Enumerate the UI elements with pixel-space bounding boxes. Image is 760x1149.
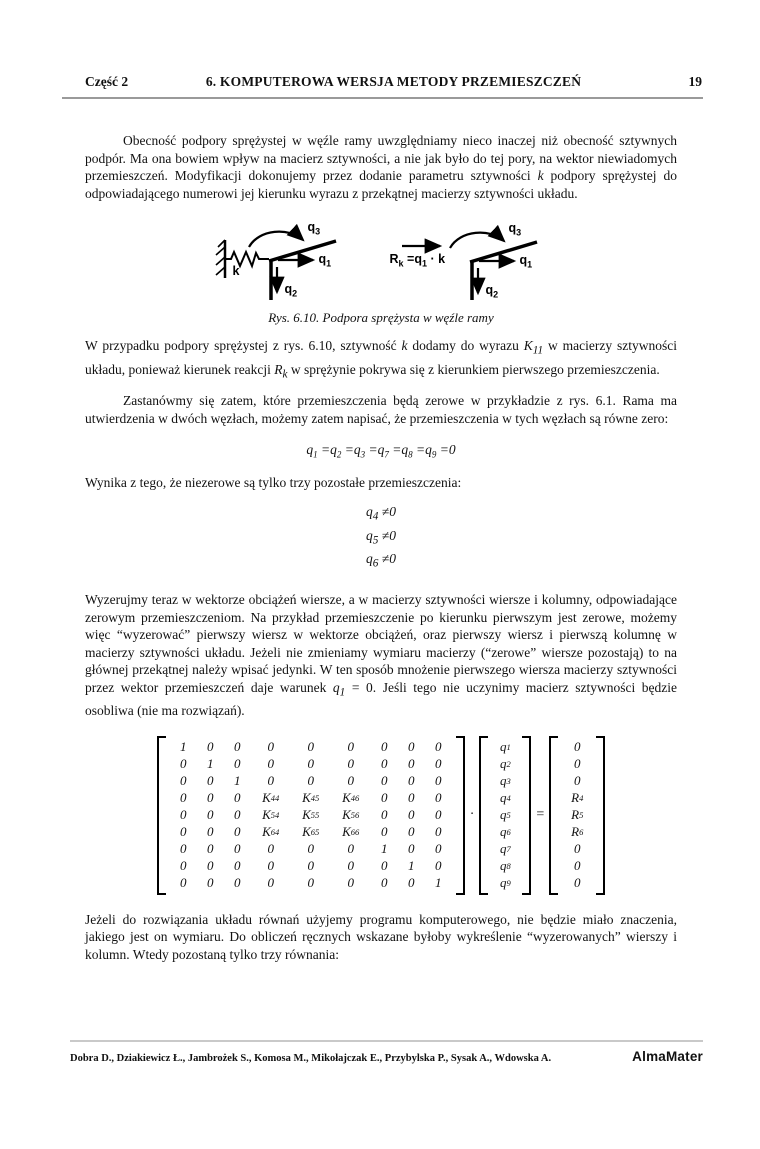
footer-authors: Dobra D., Dziakiewicz Ł., Jambrożek S., Komosa M., Mikołajczak E., Przybylska P., Sysak A., Wdowska A. [70, 1053, 552, 1064]
vector-cell: 0 [574, 756, 581, 772]
matrix-cell: K 56 [342, 807, 360, 823]
matrix-cell: 0 [233, 739, 241, 755]
matrix-cell: 0 [347, 756, 354, 772]
matrix-cell: 0 [347, 841, 354, 857]
matrix-cell: 0 [347, 875, 354, 891]
paragraph-zero-displacements: Zastanówmy się zatem, które przemieszczenia będą zerowe w przykładzie z rys. 6.1. Rama ma utwierdzenia w dwóch węzłach, możemy zatem napisać, że przemieszczenia w tych węzłach są równe zero: [85, 392, 677, 426]
matrix-cell: 1 [233, 773, 241, 789]
vector-cell: q 2 [500, 756, 511, 772]
equations-nonzero-displacements [85, 503, 677, 573]
matrix-cell: 0 [434, 858, 442, 874]
matrix-cell: 0 [179, 858, 187, 874]
figure-6-10 [85, 220, 677, 304]
vector-cell: 0 [574, 875, 581, 891]
matrix-cell: 0 [206, 773, 214, 789]
vector-cell: 0 [574, 858, 581, 874]
matrix-cell: 0 [267, 773, 274, 789]
matrix-cell: 0 [347, 858, 354, 874]
matrix-cell: 0 [380, 875, 388, 891]
page [0, 74, 760, 1064]
matrix-cell: 0 [380, 824, 388, 840]
matrix-cell: 1 [380, 841, 388, 857]
stiffness-matrix-grid [168, 736, 454, 895]
wall-hatching [216, 240, 225, 275]
matrix-left-bracket [157, 736, 166, 895]
matrix-cell: 0 [407, 807, 415, 823]
paragraph-computer-solution: Jeżeli do rozwiązania układu równań użyjemy programu komputerowego, nie będzie miało znaczenia, jakiego jest on wymiaru. Do obliczeń ręcznych wskazane byłoby wykreślenie “wyzerowanych” wierszy i kolumn. Wtedy pozostaną tylko trzy równania: [85, 911, 677, 962]
matrix-cell: 1 [179, 739, 187, 755]
matrix-cell: K 66 [342, 824, 360, 840]
vector-cell: q 9 [500, 875, 511, 891]
matrix-cell: 0 [307, 756, 314, 772]
r-vector-right-bracket [596, 736, 605, 895]
vector-cell: 0 [574, 739, 581, 755]
matrix-cell: 0 [434, 841, 442, 857]
header-page-number: 19 [688, 74, 702, 89]
matrix-cell: 0 [233, 756, 241, 772]
header-part-label: Część 2 [85, 74, 129, 89]
matrix-cell: 1 [206, 756, 214, 772]
matrix-cell: 0 [434, 824, 442, 840]
nonzero-equation: $q_4 \ne 0$ [366, 504, 396, 524]
header-rule [62, 97, 703, 99]
matrix-cell: 0 [434, 807, 442, 823]
matrix-cell: 0 [307, 841, 314, 857]
vector-cell: R 6 [571, 824, 584, 840]
matrix-cell: 0 [233, 824, 241, 840]
vector-cell: R 4 [571, 790, 584, 806]
matrix-cell: 0 [434, 773, 442, 789]
vector-cell: q 8 [500, 858, 511, 874]
footer-rule [70, 1040, 703, 1042]
paragraph-nonzero-intro: Wynika z tego, że niezerowe są tylko trzy pozostałe przemieszczenia: [85, 474, 462, 490]
page-content [85, 132, 677, 964]
matrix-cell: 0 [380, 773, 388, 789]
matrix-cell: 0 [267, 756, 274, 772]
matrix-cell: 0 [179, 841, 187, 857]
vector-cell: q 5 [500, 807, 511, 823]
matrix-cell: 0 [233, 807, 241, 823]
matrix-cell: K 46 [342, 790, 360, 806]
vector-cell: q 3 [500, 773, 511, 789]
matrix-cell: 0 [434, 756, 442, 772]
matrix-cell: 0 [307, 858, 314, 874]
spring-stiffness-label: k [232, 264, 240, 279]
nonzero-equation: $q_5 \ne 0$ [366, 527, 396, 547]
matrix-equation [85, 736, 677, 895]
matrix-cell: 1 [434, 875, 442, 891]
matrix-cell: 0 [206, 875, 214, 891]
q3-label: $q_3$ [307, 220, 321, 237]
matrix-cell: 0 [380, 807, 388, 823]
displacement-vector [490, 736, 520, 895]
matrix-cell: 0 [179, 824, 187, 840]
vector-cell: q 6 [500, 824, 511, 840]
matrix-cell: 0 [407, 790, 415, 806]
matrix-cell: K 45 [302, 790, 320, 806]
matrix-cell: 0 [407, 756, 415, 772]
matrix-cell: 0 [179, 790, 187, 806]
q-vector-left-bracket [479, 736, 488, 895]
load-vector [560, 736, 594, 895]
vector-cell: R 5 [571, 807, 584, 823]
matrix-cell: 0 [179, 875, 187, 891]
equals-sign: = [536, 807, 545, 823]
matrix-cell: K 54 [262, 807, 280, 823]
matrix-cell: 0 [233, 875, 241, 891]
q1-label: $q_1$ [519, 253, 533, 270]
matrix-cell: 0 [267, 858, 274, 874]
paragraph-elastic-support: Obecność podpory sprężystej w węźle ramy uwzględniamy nieco inaczej niż obecność sztywnych podpór. Ma ona bowiem wpływ na macierz sztywności, a nie jak było do tej pory, na wektor niewiadomych przemieszczeń. Modyfikacji dokonujemy przez dodanie parametru sztywności k podpory sprężystej do odpowiadającego numerowi jej kierunku wyrazu z przekątnej macierzy sztywności układu. [85, 133, 677, 201]
matrix-right-bracket [456, 736, 465, 895]
page-header [85, 74, 702, 90]
vector-cell: q 7 [500, 841, 511, 857]
figure-right-reaction-node [390, 220, 552, 304]
matrix-cell: 0 [206, 824, 214, 840]
matrix-cell: 0 [407, 773, 415, 789]
matrix-cell: 0 [233, 790, 241, 806]
matrix-cell: 0 [233, 858, 241, 874]
figure-left-spring-node [211, 220, 346, 304]
matrix-cell: 0 [407, 841, 415, 857]
matrix-cell: 0 [179, 756, 187, 772]
matrix-cell: 0 [434, 739, 442, 755]
matrix-cell: 0 [267, 739, 274, 755]
matrix-cell: 0 [434, 790, 442, 806]
matrix-cell: 0 [380, 790, 388, 806]
paragraph-stiffness-k11: W przypadku podpory sprężystej z rys. 6.10, sztywność k dodamy do wyrazu $K_{11}$ w macierzy sztywności układu, ponieważ kierunek reakcji $R_k$ w sprężynie pokrywa się z kierunkiem pierwszego przemieszczenia. [85, 338, 677, 381]
matrix-cell: 0 [267, 875, 274, 891]
matrix-cell: 0 [179, 773, 187, 789]
r-vector-left-bracket [549, 736, 558, 895]
matrix-cell: 0 [307, 875, 314, 891]
matrix-cell: 0 [307, 739, 314, 755]
vector-cell: q 1 [500, 739, 511, 755]
nonzero-equation: $q_6 \ne 0$ [366, 550, 396, 570]
matrix-cell: K 44 [262, 790, 280, 806]
q3-label: $q_3$ [508, 221, 522, 238]
equation-zero-displacements: $q_1 =q_2 =q_3 =q_7 =q_8 =q_9 =0$ [306, 442, 456, 460]
matrix-cell: 0 [206, 807, 214, 823]
figure-caption: Rys. 6.10. Podpora sprężysta w węźle ramy [268, 310, 494, 326]
matrix-cell: 0 [179, 807, 187, 823]
matrix-cell: 0 [380, 858, 388, 874]
matrix-cell: 0 [407, 875, 415, 891]
publisher-logo: AlmaMater [632, 1049, 703, 1064]
matrix-cell: 0 [407, 824, 415, 840]
matrix-cell: 0 [267, 841, 274, 857]
matrix-cell: 0 [206, 739, 214, 755]
matrix-cell: K 64 [262, 824, 280, 840]
matrix-cell: 0 [206, 858, 214, 874]
matrix-cell: 0 [380, 756, 388, 772]
matrix-cell: K 55 [302, 807, 320, 823]
q2-label: $q_2$ [284, 282, 298, 299]
q3-rotation-arrow [249, 232, 303, 247]
vector-cell: 0 [574, 841, 581, 857]
vector-cell: 0 [574, 773, 581, 789]
matrix-cell: K 65 [302, 824, 320, 840]
spring-reaction-formula: $R_k =q_1 \cdot k$ [389, 252, 446, 269]
page-footer [70, 1040, 703, 1064]
multiply-dot: · [469, 807, 475, 823]
matrix-cell: 0 [206, 790, 214, 806]
q2-label: $q_2$ [485, 283, 499, 300]
spring-zigzag [225, 252, 269, 266]
matrix-cell: 0 [233, 841, 241, 857]
q1-label: $q_1$ [318, 252, 332, 269]
matrix-cell: 1 [407, 858, 415, 874]
matrix-cell: 0 [407, 739, 415, 755]
matrix-cell: 0 [347, 773, 354, 789]
q-vector-right-bracket [522, 736, 531, 895]
vector-cell: q 4 [500, 790, 511, 806]
q3-rotation-arrow [450, 233, 504, 248]
matrix-cell: 0 [380, 739, 388, 755]
matrix-cell: 0 [347, 739, 354, 755]
matrix-cell: 0 [307, 773, 314, 789]
paragraph-zeroing-rows: Wyzerujmy teraz w wektorze obciążeń wiersze, a w macierzy sztywności wiersze i kolumny, odpowiadające zerowym przemieszczeniom. Na przykład przemieszczenie po kierunku pierwszym jest zerowe, możemy więc “wyzerować” pierwszy wiersz w wektorze obciążeń, oraz pierwszy wiersz i pierwszą kolumnę w macierzy sztywności układu. Jeżeli nie zmieniamy wymiaru macierzy (“zerowe” wiersze pozostają) to na głównej przekątnej należy wpisać jedynki. W ten sposób mnożenie pierwszego wiersza macierzy sztywności przez wektor przemieszczeń daje warunek $q_1 = 0$. Jeśli tego nie uczynimy macierz sztywności będzie osobliwa (nie ma rozwiązań). [85, 591, 677, 719]
header-chapter-title: 6. KOMPUTEROWA WERSJA METODY PRZEMIESZCZEŃ [205, 74, 582, 89]
matrix-cell: 0 [206, 841, 214, 857]
